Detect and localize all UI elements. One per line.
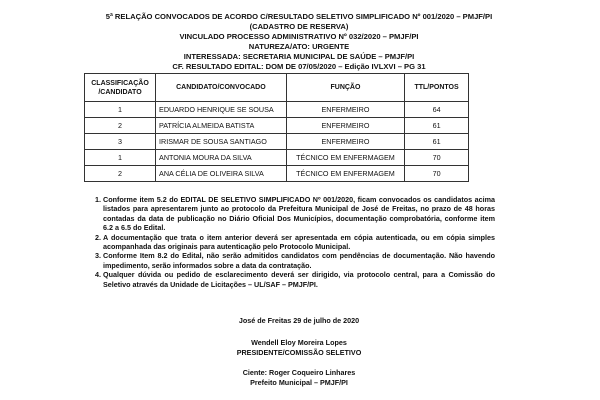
table-header-row: [85, 74, 469, 102]
header-subtitle: (CADASTRO DE RESERVA): [249, 22, 349, 31]
table-row: [85, 134, 469, 150]
table-row: [85, 166, 469, 182]
cell-pontos: 61: [405, 118, 469, 134]
instructions-list: [85, 195, 495, 289]
cell-pontos: 64: [405, 102, 469, 118]
instruction-item: 1. Conforme item 5.2 do EDITAL DE SELETIVO SIMPLIFICADO Nº 001/2020, ficam convocados os candidatos acima listados para apresentarem junto ao protocolo da Prefeitura Municipal de José de Freitas, no prazo de 48 horas contadas da data de publicação no Diário Oficial Dos Municípios, documentação comprobatória, conforme item 6.2 a 6.5 do Edital.: [103, 195, 495, 233]
table-row: [85, 150, 469, 166]
cell-pontos: 70: [405, 166, 469, 182]
place-date: José de Freitas 29 de julho de 2020: [238, 316, 360, 325]
header-process: VINCULADO PROCESSO ADMINISTRATIVO Nº 032/2020 – PMJF/PI: [179, 32, 419, 41]
cell-candidato: PATRÍCIA ALMEIDA BATISTA: [156, 118, 287, 134]
convocados-table: [84, 73, 469, 182]
col-header-classificacao: [85, 74, 156, 102]
table-row: [85, 118, 469, 134]
signer-role: PRESIDENTE/COMISSÃO SELETIVO: [236, 348, 362, 357]
cell-candidato: IRISMAR DE SOUSA SANTIAGO: [156, 134, 287, 150]
cell-classificacao: 2: [85, 166, 156, 182]
cell-funcao: TÉCNICO EM ENFERMAGEM: [286, 166, 404, 182]
cell-candidato: ANA CÉLIA DE OLIVEIRA SILVA: [156, 166, 287, 182]
signer-name: Wendell Eloy Moreira Lopes: [251, 338, 347, 347]
mayor-role: Prefeito Municipal – PMJF/PI: [250, 378, 348, 387]
header-nature: NATUREZA/ATO: URGENTE: [248, 42, 350, 51]
col-header-funcao: FUNÇÃO: [286, 74, 404, 102]
cell-pontos: 61: [405, 134, 469, 150]
cell-funcao: ENFERMEIRO: [286, 102, 404, 118]
instruction-item: 4. Qualquer dúvida ou pedido de esclarecimento deverá ser dirigido, via protocolo central, para a Comissão do Seletivo através da Unidade de Licitações – UL/SAF – PMJF/PI.: [103, 270, 495, 289]
header-interested: INTERESSADA: SECRETARIA MUNICIPAL DE SAÚDE – PMJF/PI: [183, 52, 415, 61]
col-header-classificacao-line2: /CANDIDATO: [98, 88, 142, 96]
cell-funcao: TÉCNICO EM ENFERMAGEM: [286, 150, 404, 166]
cell-funcao: ENFERMEIRO: [286, 118, 404, 134]
cell-classificacao: 2: [85, 118, 156, 134]
header-title: 5ª RELAÇÃO CONVOCADOS DE ACORDO C/RESULTADO SELETIVO SIMPLIFICADO Nº 001/2020 – PMJF/PI: [105, 12, 493, 21]
cell-funcao: ENFERMEIRO: [286, 134, 404, 150]
cell-pontos: 70: [405, 150, 469, 166]
col-header-pontos: TTL/PONTOS: [405, 74, 469, 102]
cell-classificacao: 3: [85, 134, 156, 150]
ciente-line: Ciente: Roger Coqueiro Linhares: [242, 368, 356, 377]
cell-candidato: ANTONIA MOURA DA SILVA: [156, 150, 287, 166]
col-header-candidato: CANDIDATO/CONVOCADO: [156, 74, 287, 102]
cell-classificacao: 1: [85, 102, 156, 118]
header-edital-ref: CF. RESULTADO EDITAL: DOM DE 07/05/2020 – Edição IVLXVI – PG 31: [172, 62, 426, 71]
instruction-item: 2. A documentação que trata o item anterior deverá ser apresentada em cópia autenticada, ou em cópia simples acompanhada das originais para autenticação pelo Protocolo Municipal.: [103, 233, 495, 252]
col-header-classificacao-line1: CLASSIFICAÇÃO: [91, 79, 149, 87]
instruction-item: 3. Conforme Item 8.2 do Edital, não serão admitidos candidatos com pendências de documentação. Não havendo impedimento, serão informados sobre a data da contratação.: [103, 251, 495, 270]
cell-classificacao: 1: [85, 150, 156, 166]
table-row: [85, 102, 469, 118]
cell-candidato: EDUARDO HENRIQUE SE SOUSA: [156, 102, 287, 118]
